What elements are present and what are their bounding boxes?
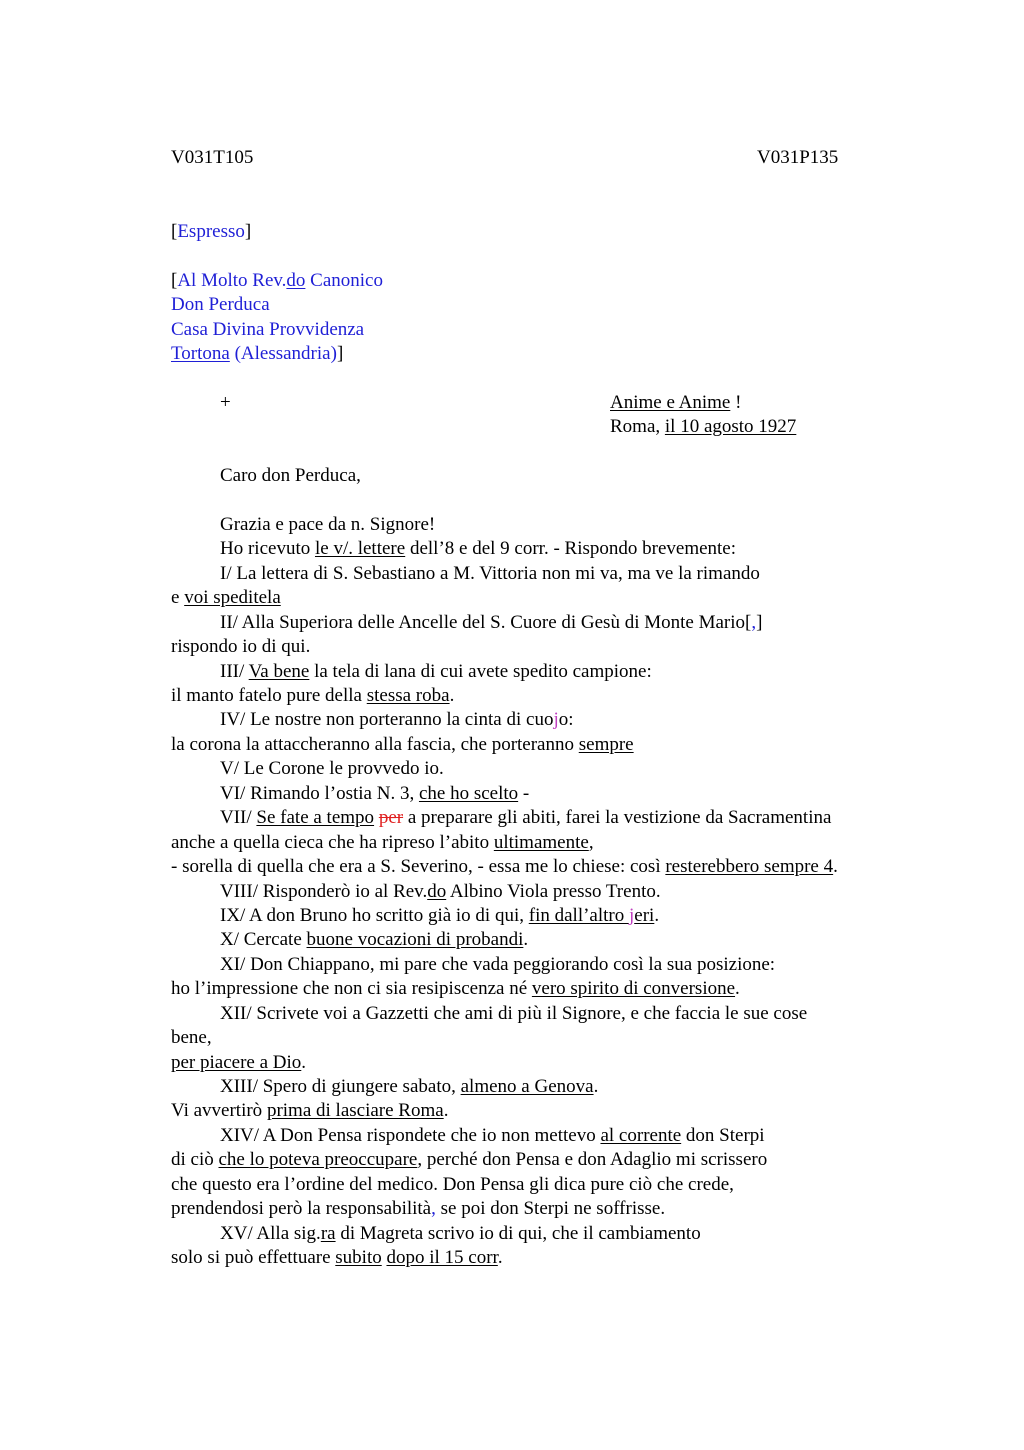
body-line: che questo era l’ordine del medico. Don Pensa gli dica pure ciò che crede, bbox=[171, 1174, 734, 1195]
body-line: VI/ Rimando l’ostia N. 3, che ho scelto - bbox=[220, 783, 530, 804]
body-line: rispondo io di qui. bbox=[171, 636, 311, 657]
address-line-3: Casa Divina Provvidenza bbox=[171, 319, 365, 340]
body-line: il manto fatelo pure della stessa roba. bbox=[171, 685, 455, 706]
salutation: Caro don Perduca, bbox=[220, 465, 361, 486]
body-line: ho l’impressione che non ci sia resipiscenza né vero spirito di conversione. bbox=[171, 978, 740, 999]
body-line: II/ Alla Superiora delle Ancelle del S. Cuore di Gesù di Monte Mario[,] bbox=[220, 612, 763, 633]
body-line: solo si può effettuare subito dopo il 15 corr. bbox=[171, 1247, 503, 1268]
body-line: X/ Cercate buone vocazioni di probandi. bbox=[220, 929, 529, 950]
body-line: bene, bbox=[171, 1027, 212, 1048]
body-line: prendendosi però la responsabilità, se poi don Sterpi ne soffrisse. bbox=[171, 1198, 666, 1219]
body-line: di ciò che lo poteva preoccupare, perché don Pensa e don Adaglio mi scrissero bbox=[171, 1149, 768, 1170]
body-line: V/ Le Corone le provvedo io. bbox=[220, 758, 444, 779]
body-line: per piacere a Dio. bbox=[171, 1052, 307, 1073]
body-line: XIII/ Spero di giungere sabato, almeno a Genova. bbox=[220, 1076, 599, 1097]
greeting-line: Grazia e pace da n. Signore! bbox=[220, 514, 436, 535]
address-line-2: Don Perduca bbox=[171, 294, 270, 315]
body-line: XI/ Don Chiappano, mi pare che vada peggiorando così la sua posizione: bbox=[220, 954, 776, 975]
body-line: III/ Va bene la tela di lana di cui avete spedito campione: bbox=[220, 661, 652, 682]
motto: Anime e Anime ! bbox=[610, 392, 742, 413]
cross-symbol: + bbox=[220, 392, 231, 413]
body-line: IV/ Le nostre non porteranno la cinta di cuojo: bbox=[220, 709, 574, 730]
body-line: IX/ A don Bruno ho scritto già io di qui, fin dall’altro jeri. bbox=[220, 905, 660, 926]
body-line: VII/ Se fate a tempo per a preparare gli abiti, farei la vestizione da Sacramentina bbox=[220, 807, 832, 828]
body-line: XIV/ A Don Pensa rispondete che io non mettevo al corrente don Sterpi bbox=[220, 1125, 765, 1146]
body-line: e voi speditela bbox=[171, 587, 281, 608]
place-date: Roma, il 10 agosto 1927 bbox=[610, 416, 797, 437]
body-line: anche a quella cieca che ha ripreso l’abito ultimamente, bbox=[171, 832, 594, 853]
address-line-4: Tortona (Alessandria)] bbox=[171, 343, 344, 364]
body-line: XV/ Alla sig.ra di Magreta scrivo io di qui, che il cambiamento bbox=[220, 1223, 701, 1244]
espresso-note: [Espresso] bbox=[171, 221, 252, 242]
body-line: Vi avvertirò prima di lasciare Roma. bbox=[171, 1100, 449, 1121]
body-line: Ho ricevuto le v/. lettere dell’8 e del 9 corr. - Rispondo brevemente: bbox=[220, 538, 737, 559]
address-line-1: [Al Molto Rev.do Canonico bbox=[171, 270, 383, 291]
document-code-left: V031T105 bbox=[171, 147, 254, 168]
body-line: la corona la attaccheranno alla fascia, che porteranno sempre bbox=[171, 734, 634, 755]
body-line: - sorella di quella che era a S. Severino, - essa me lo chiese: così resterebbero sempre 4. bbox=[171, 856, 838, 877]
body-line: XII/ Scrivete voi a Gazzetti che ami di più il Signore, e che faccia le sue cose bbox=[220, 1003, 808, 1024]
body-line: I/ La lettera di S. Sebastiano a M. Vittoria non mi va, ma ve la rimando bbox=[220, 563, 760, 584]
document-code-right: V031P135 bbox=[757, 147, 839, 168]
deleted-word: per bbox=[378, 807, 404, 828]
body-line: VIII/ Risponderò io al Rev.do Albino Viola presso Trento. bbox=[220, 881, 661, 902]
